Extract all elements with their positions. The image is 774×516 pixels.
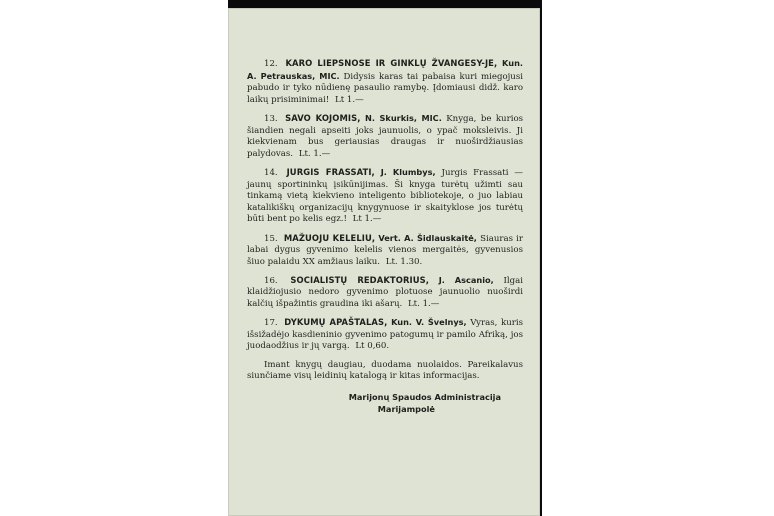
book-entry-12 — [247, 58, 523, 106]
entry-number: 12. — [264, 59, 278, 69]
entry-title: SOCIALISTŲ REDAKTORIUS, — [290, 274, 430, 285]
entry-author: Kun. V. Švelnys, — [391, 317, 467, 328]
entry-number: 17. — [264, 318, 278, 329]
book-entry-14 — [247, 167, 523, 226]
discount-note: Imant knygų daugiau, duodama nuolaidos. Pareikalavus siunčiame visų leidinių katalogą ir kitas informacijas. — [247, 359, 523, 382]
entry-author: J. Ascanio, — [438, 274, 494, 285]
entry-title: DYKUMŲ APAŠTALAS, — [284, 317, 388, 328]
publisher-signature — [247, 391, 523, 415]
book-entry-13 — [247, 113, 523, 160]
entry-description: Siauras ir labai dygus gyvenimo kelelis vienos mergaitės, gyvenusios šiuo palaidu XX amžiaus laiku. — [247, 233, 524, 267]
entry-number: 15. — [264, 233, 278, 244]
entry-description: Didysis karas tai pabaisa kuri miegojusi pabudo ir tyko nūdienę pasaulio ramybę. Įdomiausi didž. karo laikų prisiminimai! — [247, 71, 523, 105]
entry-number: 16. — [264, 275, 278, 286]
entry-number: 13. — [264, 113, 278, 124]
entry-price: Lt 1.— — [352, 214, 382, 225]
entry-price: Lt. 1.— — [298, 148, 331, 159]
entry-title: KARO LIEPSNOSE IR GINKLŲ ŽVANGESY-JE, — [285, 58, 498, 68]
entry-price: Lt 0,60. — [355, 341, 390, 352]
publisher-name: Marijonų Spaudos Administracija — [348, 391, 501, 402]
entry-price: Lt 1.— — [335, 94, 364, 105]
entry-description: Vyras, kuris išsižadėjo kasdieninio gyvenimo patogumų ir pamilo Afriką, jos juodaodžius ir jų vargą. — [247, 318, 523, 352]
publisher-city: Marijampolė — [377, 403, 435, 414]
entry-description: Knyga, be kurios šiandien negali apseiti joks jaunuolis, o ypač moksleivis. Ji kiekvienam bus geriausias draugas ir nuoširdžiausias palydovas. — [247, 113, 524, 159]
entry-author: Vert. A. Šidlauskaitė, — [378, 232, 477, 243]
entry-description: Jurgis Frassati — jaunų sportininkų įsikūnijimas. Ši knyga turėtų užimti sau tinkamą vietą kiekvieno inteligento bibliotekoje, o juo labiau katalikiškų organizacijų knygynuose ir skaityklose jos turėtų būti bent po kelis egz.! — [247, 167, 523, 225]
page-content — [247, 58, 523, 415]
entry-price: Lt. 1.— — [407, 299, 440, 310]
book-entry-17 — [247, 317, 523, 353]
entry-author: N. Skurkis, MIC. — [365, 112, 442, 123]
book-entry-15 — [247, 233, 523, 269]
entry-price: Lt. 1.30. — [385, 256, 423, 267]
entry-description: Ilgai klaidžiojusio nedoro gyvenimo plotuose jaunuolio nuoširdi kalčių išpažintis graudina iki ašarų. — [247, 275, 523, 310]
entry-author: J. Klumbys, — [380, 166, 436, 177]
book-page — [228, 8, 540, 516]
entry-title: SAVO KOJOMIS, — [285, 112, 361, 123]
entry-author: Kun. A. Petrauskas, MIC. — [247, 58, 524, 81]
entry-title: MAŽUOJU KELELIU, — [283, 232, 376, 243]
book-entry-16 — [247, 275, 523, 311]
entry-title: JURGIS FRASSATI, — [286, 166, 375, 177]
entry-number: 14. — [264, 167, 278, 178]
